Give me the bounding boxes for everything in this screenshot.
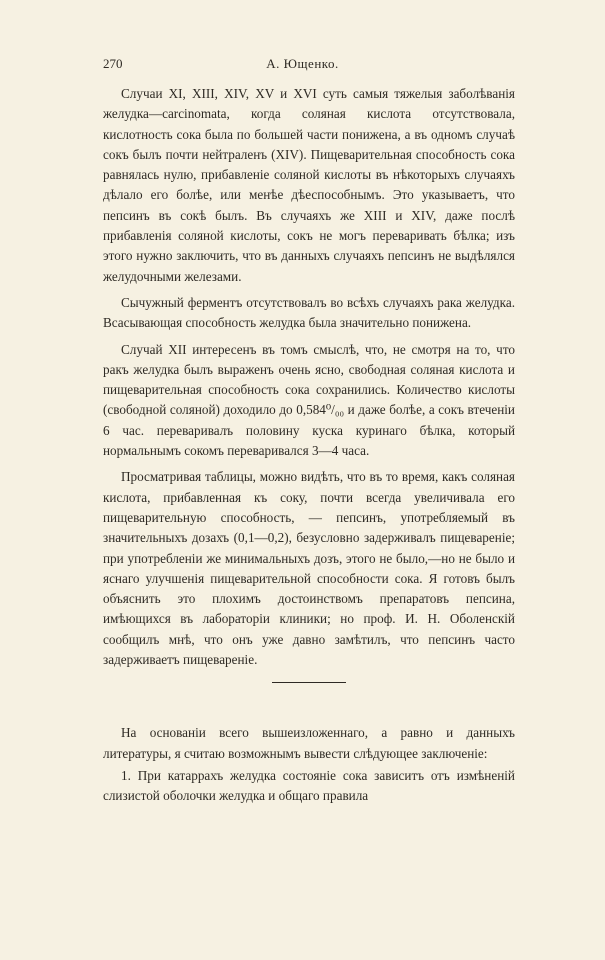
conclusion-section [103, 723, 515, 806]
page-body [103, 84, 515, 809]
paragraph-case-xii: Случай XII интересенъ въ томъ смыслѣ, что, не смотря на то, что ракъ желудка былъ выраженъ очень ясно, свободная соляная кислота и пищеварительная способность сока сохранились. Количество кислоты (свободной соляной) доходило до 0,584⁰/₀₀ и даже болѣе, а сокъ втеченіи 6 час. переваривалъ половину куска куринаго бѣлка, который нормальнымъ сокомъ переваривался 3—4 часа. [103, 341, 515, 459]
conclusion-item-1: 1. При катаррахъ желудка состояніе сока зависитъ отъ измѣненій слизистой оболочки желудка и общаго правила [103, 767, 515, 804]
conclusion-intro: На основаніи всего вышеизложеннаго, а равно и данныхъ литературы, я считаю возможнымъ вывести слѣдующее заключеніе: [103, 725, 515, 761]
paragraph-cases-xi-xvi: Случаи XI, XIII, XIV, XV и XVI суть самыя тяжелыя заболѣванія желудка—carcinomata, когда соляная кислота отсутствовала, кислотность сока была по большей части понижена, а въ одномъ случаѣ сокъ былъ почти нейтраленъ (XIV). Пищеварительная способность сока равнялась нулю, прибавленіе соляной кислоты въ нѣкоторыхъ случаяхъ дѣлало его болѣе, или менѣе дѣеспособнымъ. Это указываетъ, что пепсинъ въ сокѣ былъ. Въ случаяхъ же XIII и XIV, даже послѣ прибавленія соляной кислоты, сокъ не могъ переваривать бѣлка; изъ этого нужно заключить, что въ данныхъ случаяхъ пепсинъ не выдѣлялся желудочными железами. [103, 86, 515, 284]
page-header [0, 56, 605, 76]
section-divider [272, 682, 346, 683]
paragraph-rennet: Сычужный ферментъ отсутствовалъ во всѣхъ случаяхъ рака желудка. Всасывающая способность желудка была значительно понижена. [103, 294, 515, 331]
page-number: 270 [103, 56, 123, 71]
paragraph-tables: Просматривая таблицы, можно видѣть, что въ то время, какъ соляная кислота, прибавленная къ соку, почти всегда увеличивала его пищеварительную способность, — пепсинъ, употребляемый въ значительныхъ дозахъ (0,1—0,2), безусловно задерживалъ пищевареніе; при употребленіи же минимальныхъ дозъ, этого не было,—но не было и яснаго улучшенія пищеварительной способности сока. Я готовъ былъ объяснить это плохимъ достоинствомъ препаратовъ пепсина, имѣющихся въ лабораторіи клиники; но проф. И. Н. Оболенскій сообщилъ мнѣ, что онъ уже давно замѣтилъ, что пепсинъ часто задерживаетъ пищевареніе. [103, 469, 515, 668]
running-title: А. Ющенко. [266, 56, 339, 71]
